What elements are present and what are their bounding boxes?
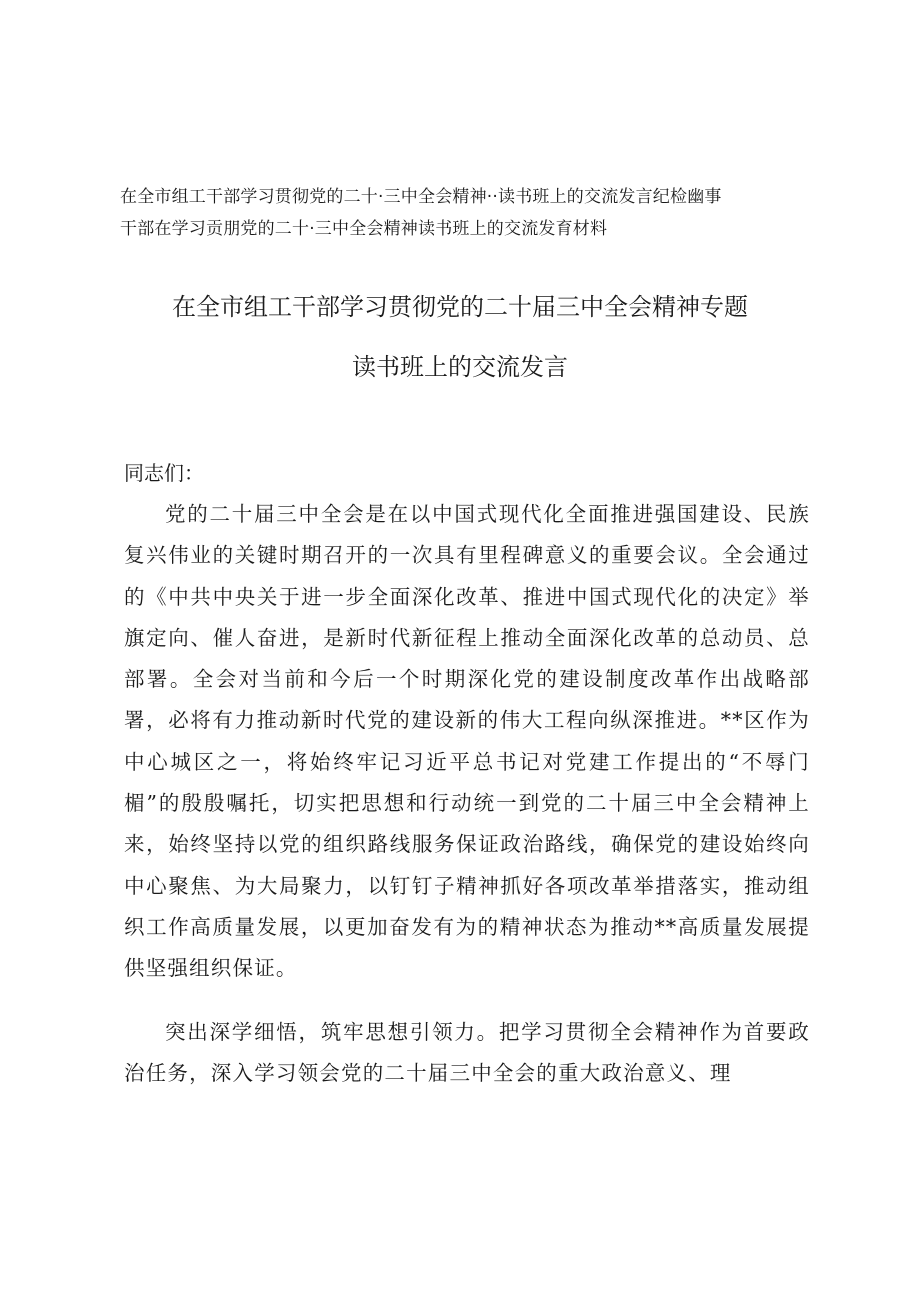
document-title-line-1: 在全市组工干部学习贯彻党的二十届三中全会精神专题 (172, 293, 748, 321)
header-line-1: 在全市组工干部学习贯彻党的二十·三中全会精神··读书班上的交流发言纪检幽事 (120, 187, 722, 207)
header-line-2: 干部在学习贡朋党的二十·三中全会精神读书班上的交流发育材料 (120, 219, 608, 239)
body-paragraph-2: 突出深学细悟，筑牢思想引领力。把学习贯彻全会精神作为首要政治任务，深入学习领会党的二十届三中全会的重大政治意义、理 (124, 1020, 810, 1086)
body-paragraph-1: 党的二十届三中全会是在以中国式现代化全面推进强国建设、民族复兴伟业的关键时期召开的一次具有里程碑意义的重要会议。全会通过的《中共中央关于进一步全面深化改革、推进中国式现代化的决定》举旗定向、催人奋进，是新时代新征程上推动全面深化改革的总动员、总部署。全会对当前和今后一个时期深化党的建设制度改革作出战略部署，必将有力推动新时代党的建设新的伟大工程向纵深推进。**区作为中心城区之一，将始终牢记习近平总书记对党建工作提出的“不辱门楣”的殷殷嘱托，切实把思想和行动统一到党的二十届三中全会精神上来，始终坚持以党的组织路线服务保证政治路线，确保党的建设始终向中心聚焦、为大局聚力，以钉钉子精神抓好各项改革举措落实，推动组织工作高质量发展，以更加奋发有为的精神状态为推动**高质量发展提供坚强组织保证。 (124, 502, 810, 981)
document-title-line-2: 读书班上的交流发言 (352, 353, 568, 381)
salutation: 同志们： (124, 461, 204, 485)
